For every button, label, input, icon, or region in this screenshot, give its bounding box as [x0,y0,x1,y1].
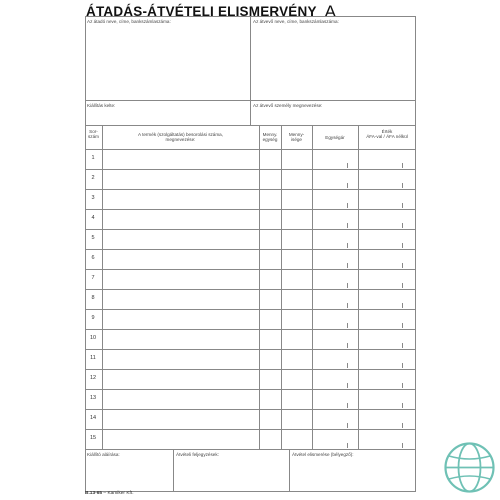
decimal-tick [402,223,403,228]
decimal-tick [402,323,403,328]
border-right [415,16,416,492]
row-number: 5 [91,235,95,241]
signature-divider-2 [289,449,290,492]
footer-separator: – [103,491,107,496]
decimal-tick [347,283,348,288]
decimal-tick [402,283,403,288]
header-serial-line1: Sor- [89,129,98,134]
table-row-line [85,309,416,310]
row-number: 4 [91,215,95,221]
row-number: 3 [91,195,95,201]
table-row-line [85,409,416,410]
decimal-tick [402,183,403,188]
row-number: 13 [89,395,97,401]
decimal-tick [347,223,348,228]
row-number: 8 [91,295,95,301]
row-number: 1 [91,155,95,161]
decimal-tick [402,163,403,168]
border-bottom [85,491,416,492]
receipt-ack-label: Átvétel elismerése (bélyegző): [292,452,354,457]
decimal-tick [347,183,348,188]
globe-icon [442,440,497,495]
table-row-line [85,349,416,350]
row-number: 7 [91,275,95,281]
table-row-line [85,289,416,290]
header-value [358,129,416,140]
issue-row-top [85,100,416,101]
table-row-line [85,369,416,370]
header-qty-line2: isége [291,137,302,143]
table-header-bottom [85,149,416,150]
col-line-product [259,125,260,449]
decimal-tick [347,323,348,328]
col-line-serial [102,125,103,449]
header-unit-line1: Menny. [262,132,278,137]
header-qty [281,132,312,143]
header-unit-line2: egység [262,137,278,143]
header-value-line1: Érték [381,129,393,134]
receiver-label: Az átvevő neve, címe, bankszámlaszáma: [253,19,339,24]
header-unit-price: Egységár [325,135,345,140]
col-line-qty [312,125,313,449]
decimal-tick [347,363,348,368]
form-footer [85,491,134,496]
row-number: 14 [89,415,97,421]
row-number: 9 [91,315,95,321]
decimal-tick [347,263,348,268]
col-line-price [358,125,359,449]
header-product-line1: A termék (szolgáltatás) besorolási száma, [137,132,224,137]
row-number: 2 [91,175,95,181]
copy-letter: A [324,2,337,21]
form-sheet [85,16,416,492]
decimal-tick [402,363,403,368]
header-serial-line2: szám [88,134,99,140]
header-value-line2: ÁFA-val / ÁFA nélkül [366,134,408,140]
decimal-tick [347,423,348,428]
decimal-tick [402,343,403,348]
decimal-tick [347,303,348,308]
table-row-line [85,169,416,170]
receipt-notes-label: Átvételi feljegyzések: [176,452,219,457]
table-row-line [85,389,416,390]
publisher-name: Kamiker Kft. [107,491,134,496]
decimal-tick [402,403,403,408]
table-row-line [85,429,416,430]
decimal-tick [402,303,403,308]
table-row-line [85,249,416,250]
sender-label: Az átadó neve, címe, bankszámlaszáma: [87,19,171,24]
table-row-line [85,209,416,210]
header-serial [85,129,102,140]
header-product-line2: megnevezése: [165,137,196,143]
table-row-line [85,229,416,230]
header-qty-line1: Menny- [288,132,305,137]
table-row-line [85,329,416,330]
decimal-tick [402,243,403,248]
row-number: 6 [91,255,95,261]
row-number: 12 [89,375,97,381]
form-title-text: ÁTADÁS-ÁTVÉTELI ELISMERVÉNY [86,4,317,19]
decimal-tick [347,163,348,168]
header-unit [259,132,281,143]
row-number: 10 [89,335,97,341]
decimal-tick [402,263,403,268]
row-number: 15 [89,435,97,441]
decimal-tick [347,243,348,248]
form-code: B.13-65 [85,491,103,496]
table-top [85,125,416,126]
decimal-tick [402,383,403,388]
table-row-line [85,269,416,270]
party-divider [250,16,251,125]
issuer-signature-label: Kiállító aláírása: [87,452,120,457]
signature-row-top [85,449,416,450]
decimal-tick [402,443,403,448]
decimal-tick [347,443,348,448]
decimal-tick [347,383,348,388]
row-number: 11 [90,355,96,361]
signature-divider-1 [173,449,174,492]
decimal-tick [347,343,348,348]
col-line-unit [281,125,282,449]
header-product [102,132,259,143]
decimal-tick [402,423,403,428]
table-row-line [85,189,416,190]
decimal-tick [347,203,348,208]
issue-place-label: Kiállítás kelte: [87,103,116,108]
decimal-tick [347,403,348,408]
decimal-tick [402,203,403,208]
receiver-person-label: Az átvevő személy megnevezése: [253,103,323,108]
